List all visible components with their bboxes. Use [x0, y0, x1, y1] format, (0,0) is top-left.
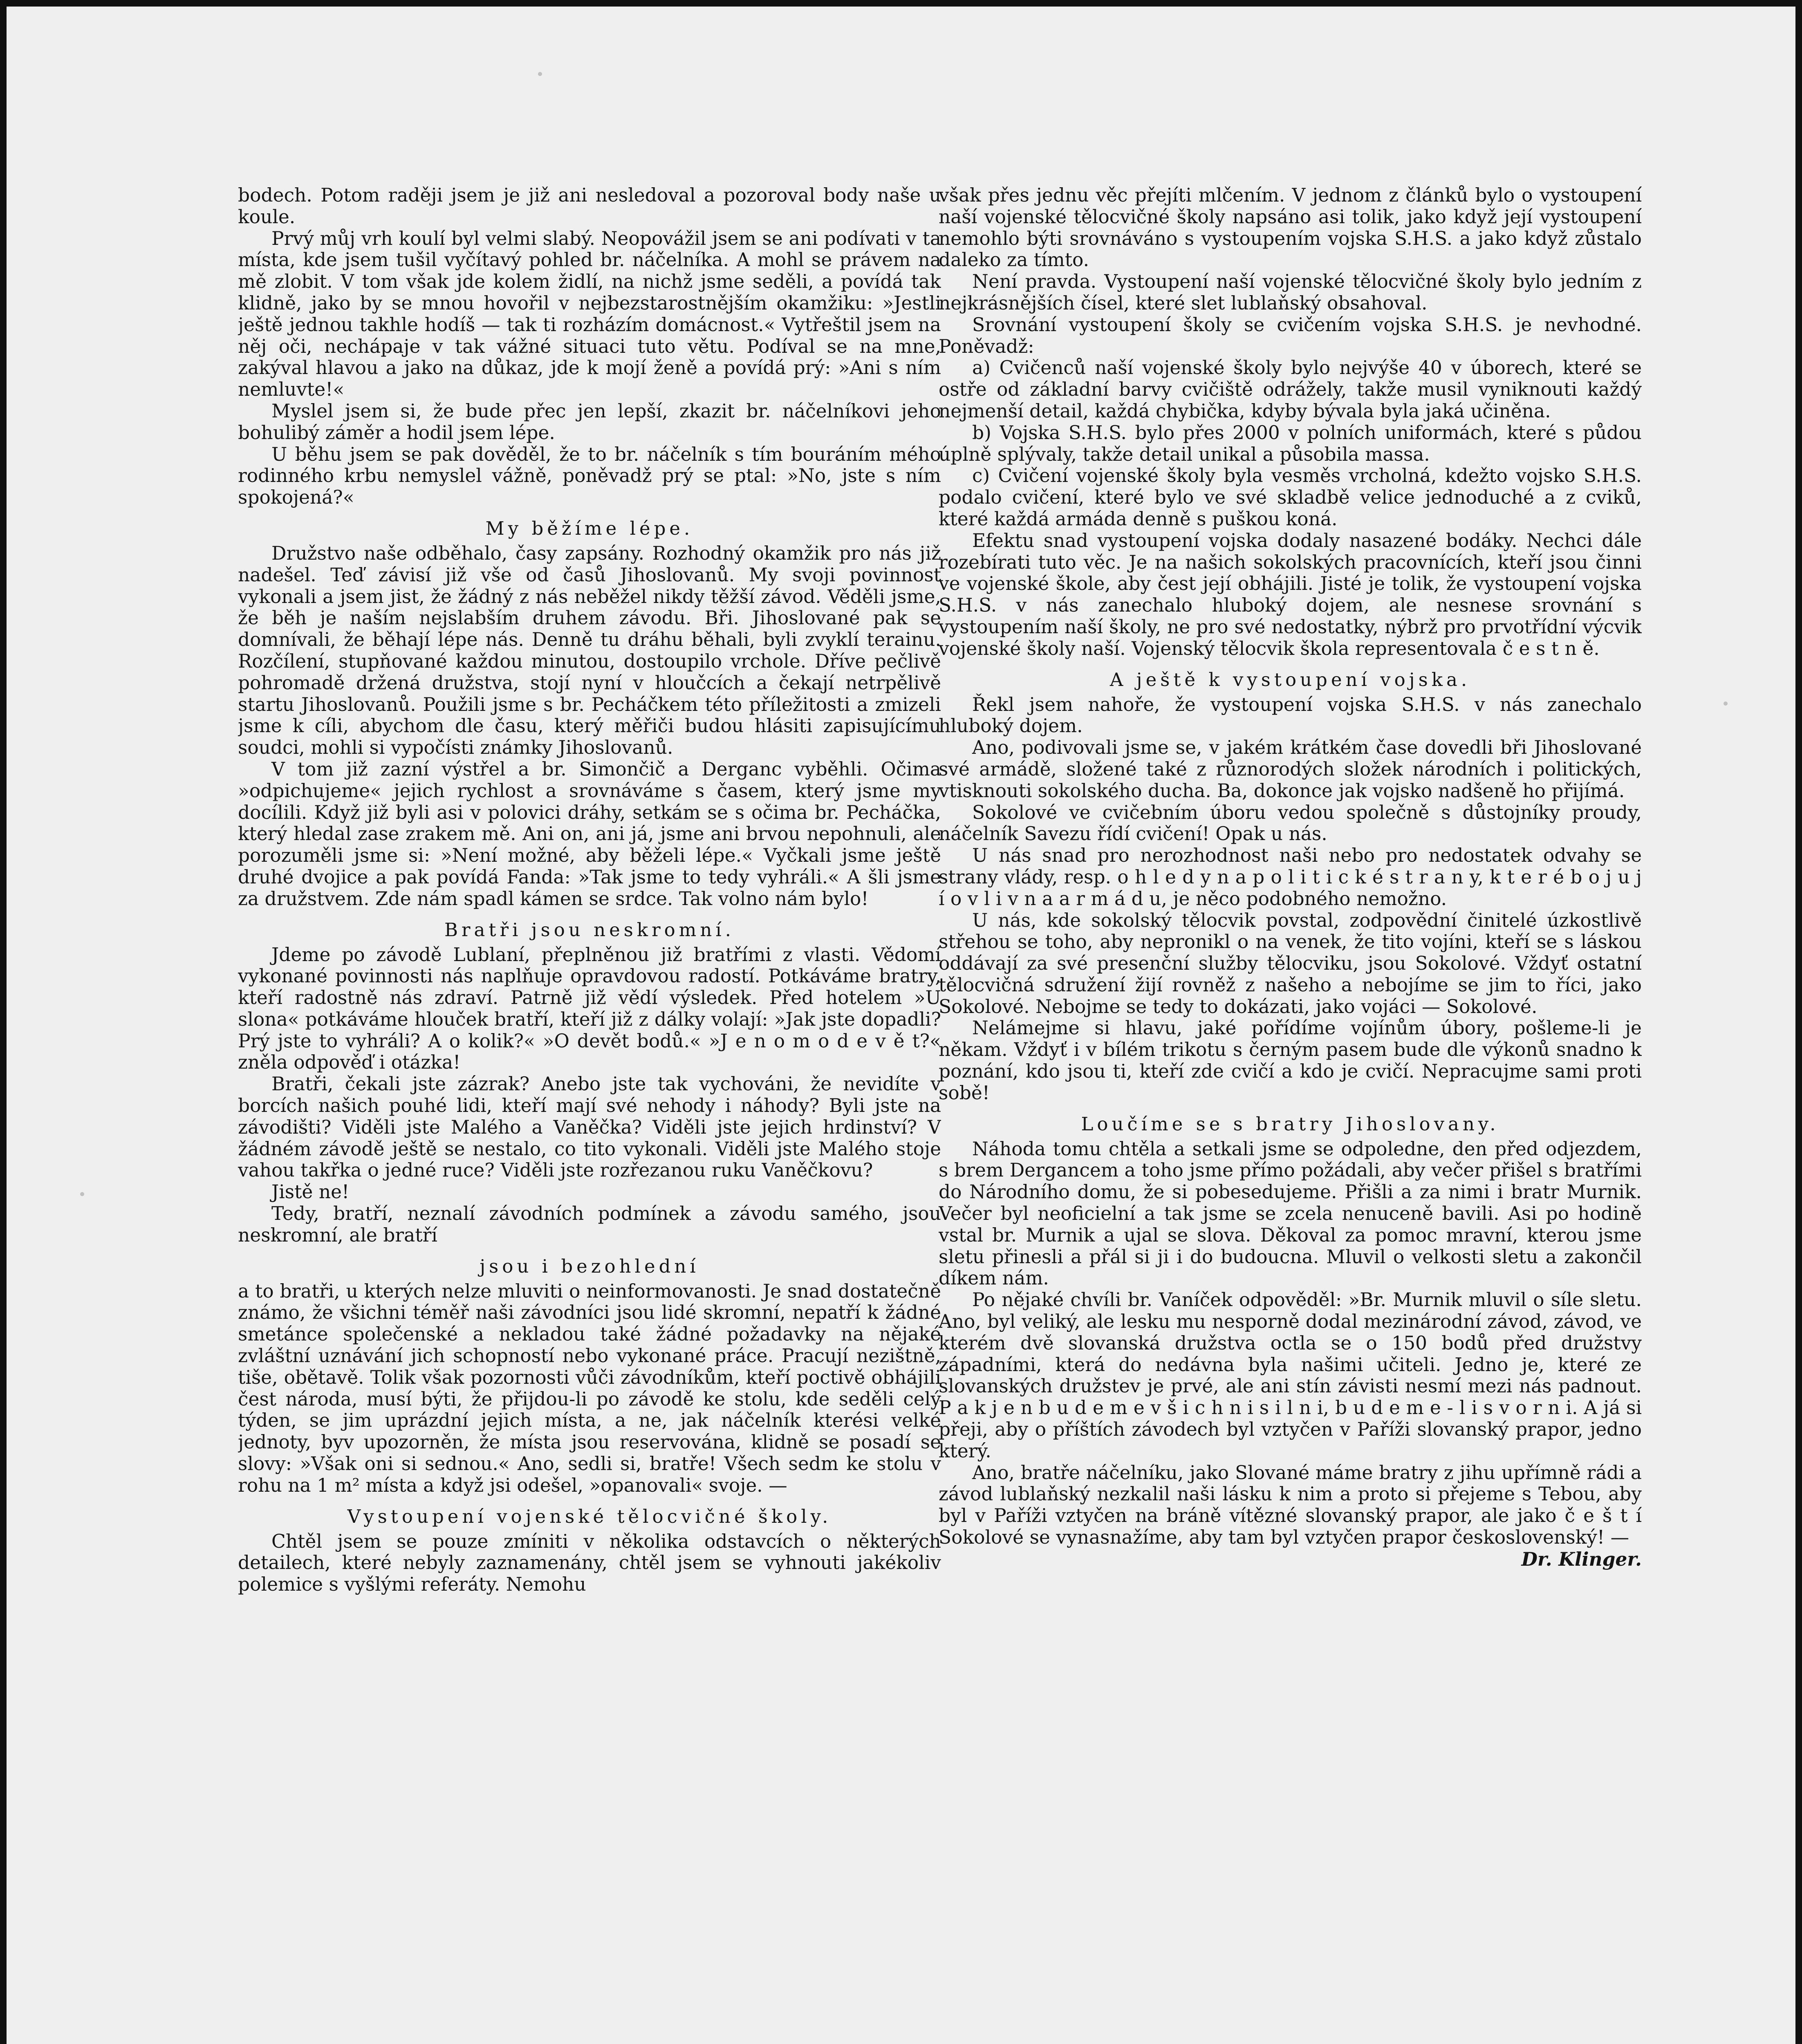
paragraph-text: Náhoda tomu chtěla a setkali jsme se odpoledne, den před odjezdem, s brem Dergancem a toho jsme přímo požádali, aby večer přišel s bratřími do Národního domu, že si pobesedujeme. Přišli a za nimi i bratr Murnik. Večer byl neoficielní a tak jsme se zcela nenuceně bavili. Asi po hodině vstal br. Murnik a ujal se slova. Děkoval za pomoc mravní, kterou jsme sletu přinesli a přál si ji i do budoucna. Mluvil o velkosti sletu a zakončil díkem nám.: [939, 1138, 1642, 1289]
paragraph: [939, 314, 1642, 358]
paragraph: [238, 1181, 941, 1203]
paragraph: [238, 401, 941, 444]
paragraph-text: Prvý můj vrh koulí byl velmi slabý. Neopovážil jsem se ani podívati v ta místa, kde jsem tušil vyčítavý pohled br. náčelníka. A mohl se právem na mě zlobit. V tom však jde kolem židlí, na nichž jsme seděli, a povídá tak klidně, jako by se mnou hovořil v nejbezstarostnějším okamžiku: »Jestli ještě jednou takhle hodíš — tak ti rozházím domácnost.« Vytřeštil jsem na něj oči, nechápaje v tak vážné situaci tuto větu. Podíval se na mne, zakýval hlavou a jako na důkaz, jde k mojí ženě a povídá prý: »Ani s ním nemluvte!«: [238, 227, 941, 401]
paragraph-text: Efektu snad vystoupení vojska dodaly nasazené bodáky. Nechci dále rozebírati tuto věc. Je na našich sokolských pracovnících, kteří jsou činni ve vojenské škole, aby čest její obhájili. Jisté je tolik, že vystoupení vojska S.H.S. v nás zanechalo hluboký dojem, ale nesnese srovnání s vystoupením naší školy, ne pro své nedostatky, nýbrž pro prvotřídní výcvik vojenské školy naší. Vojenský tělocvik škola representovala č e s t n ě.: [939, 529, 1642, 659]
paragraph-text: b) Vojska S.H.S. bylo přes 2000 v polních uniformách, které s půdou úplně splývaly, takže detail unikal a působila massa.: [939, 421, 1642, 465]
paragraph-text: Sokolové ve cvičebním úboru vedou společně s důstojníky proudy, náčelník Savezu řídí cvičení! Opak u nás.: [939, 801, 1642, 845]
heading-text: Vystoupení vojenské tělocvičné školy.: [347, 1505, 832, 1527]
section-heading: [939, 669, 1642, 691]
paragraph-text: Jistě ne!: [271, 1181, 350, 1203]
paragraph-text: Tedy, bratří, neznalí závodních podmínek a závodu samého, jsou neskromní, ale bratří: [238, 1203, 941, 1246]
heading-text: A ještě k vystoupení vojska.: [1109, 668, 1471, 690]
paragraph-text: U nás snad pro nerozhodnost naši nebo pro nedostatek odvahy se strany vlády, resp. o h l e d y n a p o l i t i c k é s t r a n y, k t e r é b o j u j í o v l i v n a a r m á d u, je něco podobného nemožno.: [939, 845, 1642, 910]
section-heading: [939, 1113, 1642, 1135]
paragraph: [939, 271, 1642, 314]
paragraph: [939, 737, 1642, 802]
paragraph-text: Družstvo naše odběhalo, časy zapsány. Rozhodný okamžik pro nás již nadešel. Teď závisí již vše od časů Jihoslovanů. My svoji povinnost vykonali a jsem jist, že žádný z nás neběžel nikdy těžší závod. Věděli jsme, že běh je naším nejslabším druhem závodu. Bři. Jihoslované pak se domnívali, že běhají lépe nás. Denně tu dráhu běhali, byli zvyklí terainu. Rozčílení, stupňované každou minutou, dostoupilo vrchole. Dříve pečlivě pohromadě držená družstva, stojí nyní v hloučcích a čekají netrpělivě startu Jihoslovanů. Použili jsme s br. Pecháčkem této příležitosti a zmizeli jsme k cíli, abychom dle času, který měřiči budou hlásiti zapisujícímu soudci, mohli si vypočísti známky Jihoslovanů.: [238, 542, 941, 759]
paragraph: [238, 185, 941, 228]
paper-speck: [1724, 702, 1728, 706]
section-heading: [238, 1506, 941, 1528]
paragraph: [238, 944, 941, 1074]
paragraph: [238, 1531, 941, 1596]
paragraph: [939, 1018, 1642, 1104]
paragraph-text: a to bratři, u kterých nelze mluviti o neinformovanosti. Je snad dostatečně známo, že všichni téměř naši závodníci jsou lidé skromní, nepatří k žádné smetánce společenské a nekladou také žádné požadavky na nějaké zvláštní uznávání jich schopností nebo vykonané práce. Pracují nezištně, tiše, obětavě. Tolik však pozornosti vůči závodníkům, kteří poctivě obhájili čest národa, musí býti, že přijdou-li po závodě ke stolu, kde seděli celý týden, se jim uprázdní jejich místa, a ne, jak náčelník kterési velké jednoty, byv upozorněn, že místa jsou reservována, klidně se posadí se slovy: »Však oni si sednou.« Ano, sedli si, bratře! Všech sedm ke stolu v rohu na 1 m² místa a když jsi odešel, »opanovali« svoje. —: [238, 1280, 941, 1496]
paragraph-text: U běhu jsem se pak dověděl, že to br. náčelník s tím bouráním mého rodinného krbu nemyslel vážně, poněvadž prý se ptal: »No, jste s ním spokojená?«: [238, 443, 941, 509]
paragraph: [238, 1203, 941, 1246]
left-column: [238, 185, 941, 2044]
paper-speck: [538, 72, 542, 76]
paragraph-text: bodech. Potom raději jsem je již ani nesledoval a pozoroval body naše u koule.: [238, 185, 941, 228]
paragraph-text: a) Cvičenců naší vojenské školy bylo nejvýše 40 v úborech, které se ostře od základní barvy cvičiště odrážely, takže musil vyniknouti každý nejmenší detail, každá chybička, kdyby bývala byla jaká učiněna.: [939, 357, 1642, 422]
paragraph-text: c) Cvičení vojenské školy byla vesměs vrcholná, kdežto vojsko S.H.S. podalo cvičení, které bylo ve své skladbě velice jednoduché a z cviků, které každá armáda denně s puškou koná.: [939, 465, 1642, 530]
paragraph: [939, 802, 1642, 845]
heading-text: Bratři jsou neskromní.: [444, 919, 735, 941]
paragraph-text: Ano, bratře náčelníku, jako Slované máme bratry z jihu upřímně rádi a závod lublaňský nezkalil naši lásku k nim a proto si přejeme s Tebou, aby byl v Paříži vztyčen na bráně vítězné slovanský prapor, ale jako č e š t í Sokolové se vynasnažíme, aby tam byl vztyčen prapor československý! —: [939, 1461, 1642, 1549]
paragraph-text: Bratři, čekali jste zázrak? Anebo jste tak vychováni, že nevidíte v borcích našich pouhé lidi, kteří mají své nehody i náhody? Byli jste na závodišti? Viděli jste Malého a Vaněčka? Viděli jste jejich hrdinství? V žádném závodě ještě se nestalo, co tito vykonali. Viděli jste Malého stoje vahou takřka o jedné ruce? Viděli jste rozřezanou ruku Vaněčkovu?: [238, 1073, 941, 1181]
paragraph: [238, 1074, 941, 1181]
paragraph: [238, 543, 941, 759]
paragraph: [238, 444, 941, 509]
paragraph-text: Chtěl jsem se pouze zmíniti v několika odstavcích o některých detailech, které nebyly zaznamenány, chtěl jsem se vyhnouti jakékoliv polemice s vyšlými referáty. Nemohu: [238, 1530, 941, 1596]
paragraph-text: U nás, kde sokolský tělocvik povstal, zodpovědní činitelé úzkostlivě střehou se toho, aby nepronikl o na venek, že tito vojíni, kteří se s láskou oddávají za své presenční služby tělocviku, jsou Sokolové. Vždyť ostatní tělocvičná sdružení žijí rovněž z našeho a nebojíme se jim to říci, jako Sokolové. Nebojme se tedy to dokázati, jako vojáci — Sokolové.: [939, 909, 1642, 1018]
paragraph: [939, 357, 1642, 422]
paragraph: [939, 1289, 1642, 1462]
paragraph-text: Po nějaké chvíli br. Vaníček odpověděl: »Br. Murnik mluvil o síle sletu. Ano, byl veliký, ale lesku mu nesporně dodal mezinárodní závod, závod, ve kterém dvě slovanská družstva octla se o 150 bodů před družstvy západními, která do nedávna byla našimi učiteli. Jedno je, které ze slovanských družstev je prvé, ale ani stín závisti nesmí mezi nás padnout. P a k j e n b u d e m e v š i c h n i s i l n i, b u d e m e - l i s v o r n i. A já si přeji, aby o příštích závodech byl vztyčen v Paříži slovanský prapor, jedno který.: [939, 1289, 1642, 1462]
paragraph: [939, 530, 1642, 660]
paragraph: [939, 1139, 1642, 1290]
paragraph: [939, 1461, 1642, 1570]
paragraph-text: Srovnání vystoupení školy se cvičením vojska S.H.S. je nevhodné. Poněvadž:: [939, 314, 1642, 357]
paragraph-text: Řekl jsem nahoře, že vystoupení vojska S.H.S. v nás zanechalo hluboký dojem.: [939, 693, 1642, 737]
paragraph-text: Není pravda. Vystoupení naší vojenské tělocvičné školy bylo jedním z nejkrásnějších čísel, které slet lublaňský obsahoval.: [939, 271, 1642, 314]
paragraph-text: Jdeme po závodě Lublaní, přeplněnou již bratřími z vlasti. Vědomí vykonané povinnosti nás naplňuje opravdovou radostí. Potkáváme bratry, kteří radostně nás zdraví. Patrně již vědí výsledek. Před hotelem »U slona« potkáváme hlouček bratří, kteří již z dálky volají: »Jak jste dopadli? Prý jste to vyhráli? A o kolik?« »O devět bodů.« »J e n o m o d e v ě t?« zněla odpověď i otázka!: [238, 944, 941, 1074]
paragraph: [939, 845, 1642, 910]
section-heading: [238, 1255, 941, 1278]
paragraph-text: Ano, podivovali jsme se, v jakém krátkém čase dovedli bři Jihoslované své armádě, složené také z různorodých složek národních i politických, vtisknouti sokolského ducha. Ba, dokonce jak vojsko nadšeně ho přijímá.: [939, 737, 1642, 802]
right-column: [939, 185, 1642, 2044]
section-heading: [238, 518, 941, 540]
paragraph: [939, 465, 1642, 530]
heading-text: Loučíme se s bratry Jihoslovany.: [1081, 1113, 1499, 1135]
section-heading: [238, 919, 941, 941]
paper-speck: [80, 1192, 84, 1196]
paragraph: [939, 910, 1642, 1018]
paragraph: [238, 1281, 941, 1497]
heading-text: jsou i bezohlední: [480, 1255, 699, 1277]
heading-text: My běžíme lépe.: [485, 517, 694, 539]
paragraph: [238, 228, 941, 401]
paragraph-text: Nelámejme si hlavu, jaké pořídíme vojínům úbory, pošleme-li je někam. Vždyť i v bílém trikotu s černým pasem bude dle výkonů snadno k poznání, kdo jsou ti, kteří zde cvičí a kdo je cvičí. Nepracujme sami proti sobě!: [939, 1017, 1642, 1104]
paragraph: [939, 422, 1642, 466]
paragraph: [238, 759, 941, 910]
paragraph: [939, 185, 1642, 271]
author-signature: Dr. Klinger.: [1521, 1548, 1642, 1570]
paragraph-text: však přes jednu věc přejíti mlčením. V jednom z článků bylo o vystoupení naší vojenské tělocvičné školy napsáno asi tolik, jako když její vystoupení nemohlo býti srovnáváno s vystoupením vojska S.H.S. a jako když zůstalo daleko za tímto.: [939, 185, 1642, 271]
paragraph-text: Myslel jsem si, že bude přec jen lepší, zkazit br. náčelníkovi jeho bohulibý záměr a hodil jsem lépe.: [238, 400, 941, 444]
paragraph-text: V tom již zazní výstřel a br. Simončič a Derganc vyběhli. Očima »odpichujeme« jejich rychlost a srovnáváme s časem, který jsme my docílili. Když již byli asi v polovici dráhy, setkám se s očima br. Pecháčka, který hledal zase zrakem mě. Ani on, ani já, jsme ani brvou nepohnuli, ale porozuměli jsme si: »Není možné, aby běželi lépe.« Vyčkali jsme ještě druhé dvojice a pak povídá Fanda: »Tak jsme to tedy vyhráli.« A šli jsme za družstvem. Zde nám spadl kámen se srdce. Tak volno nám bylo!: [238, 758, 941, 910]
paragraph: [939, 694, 1642, 737]
